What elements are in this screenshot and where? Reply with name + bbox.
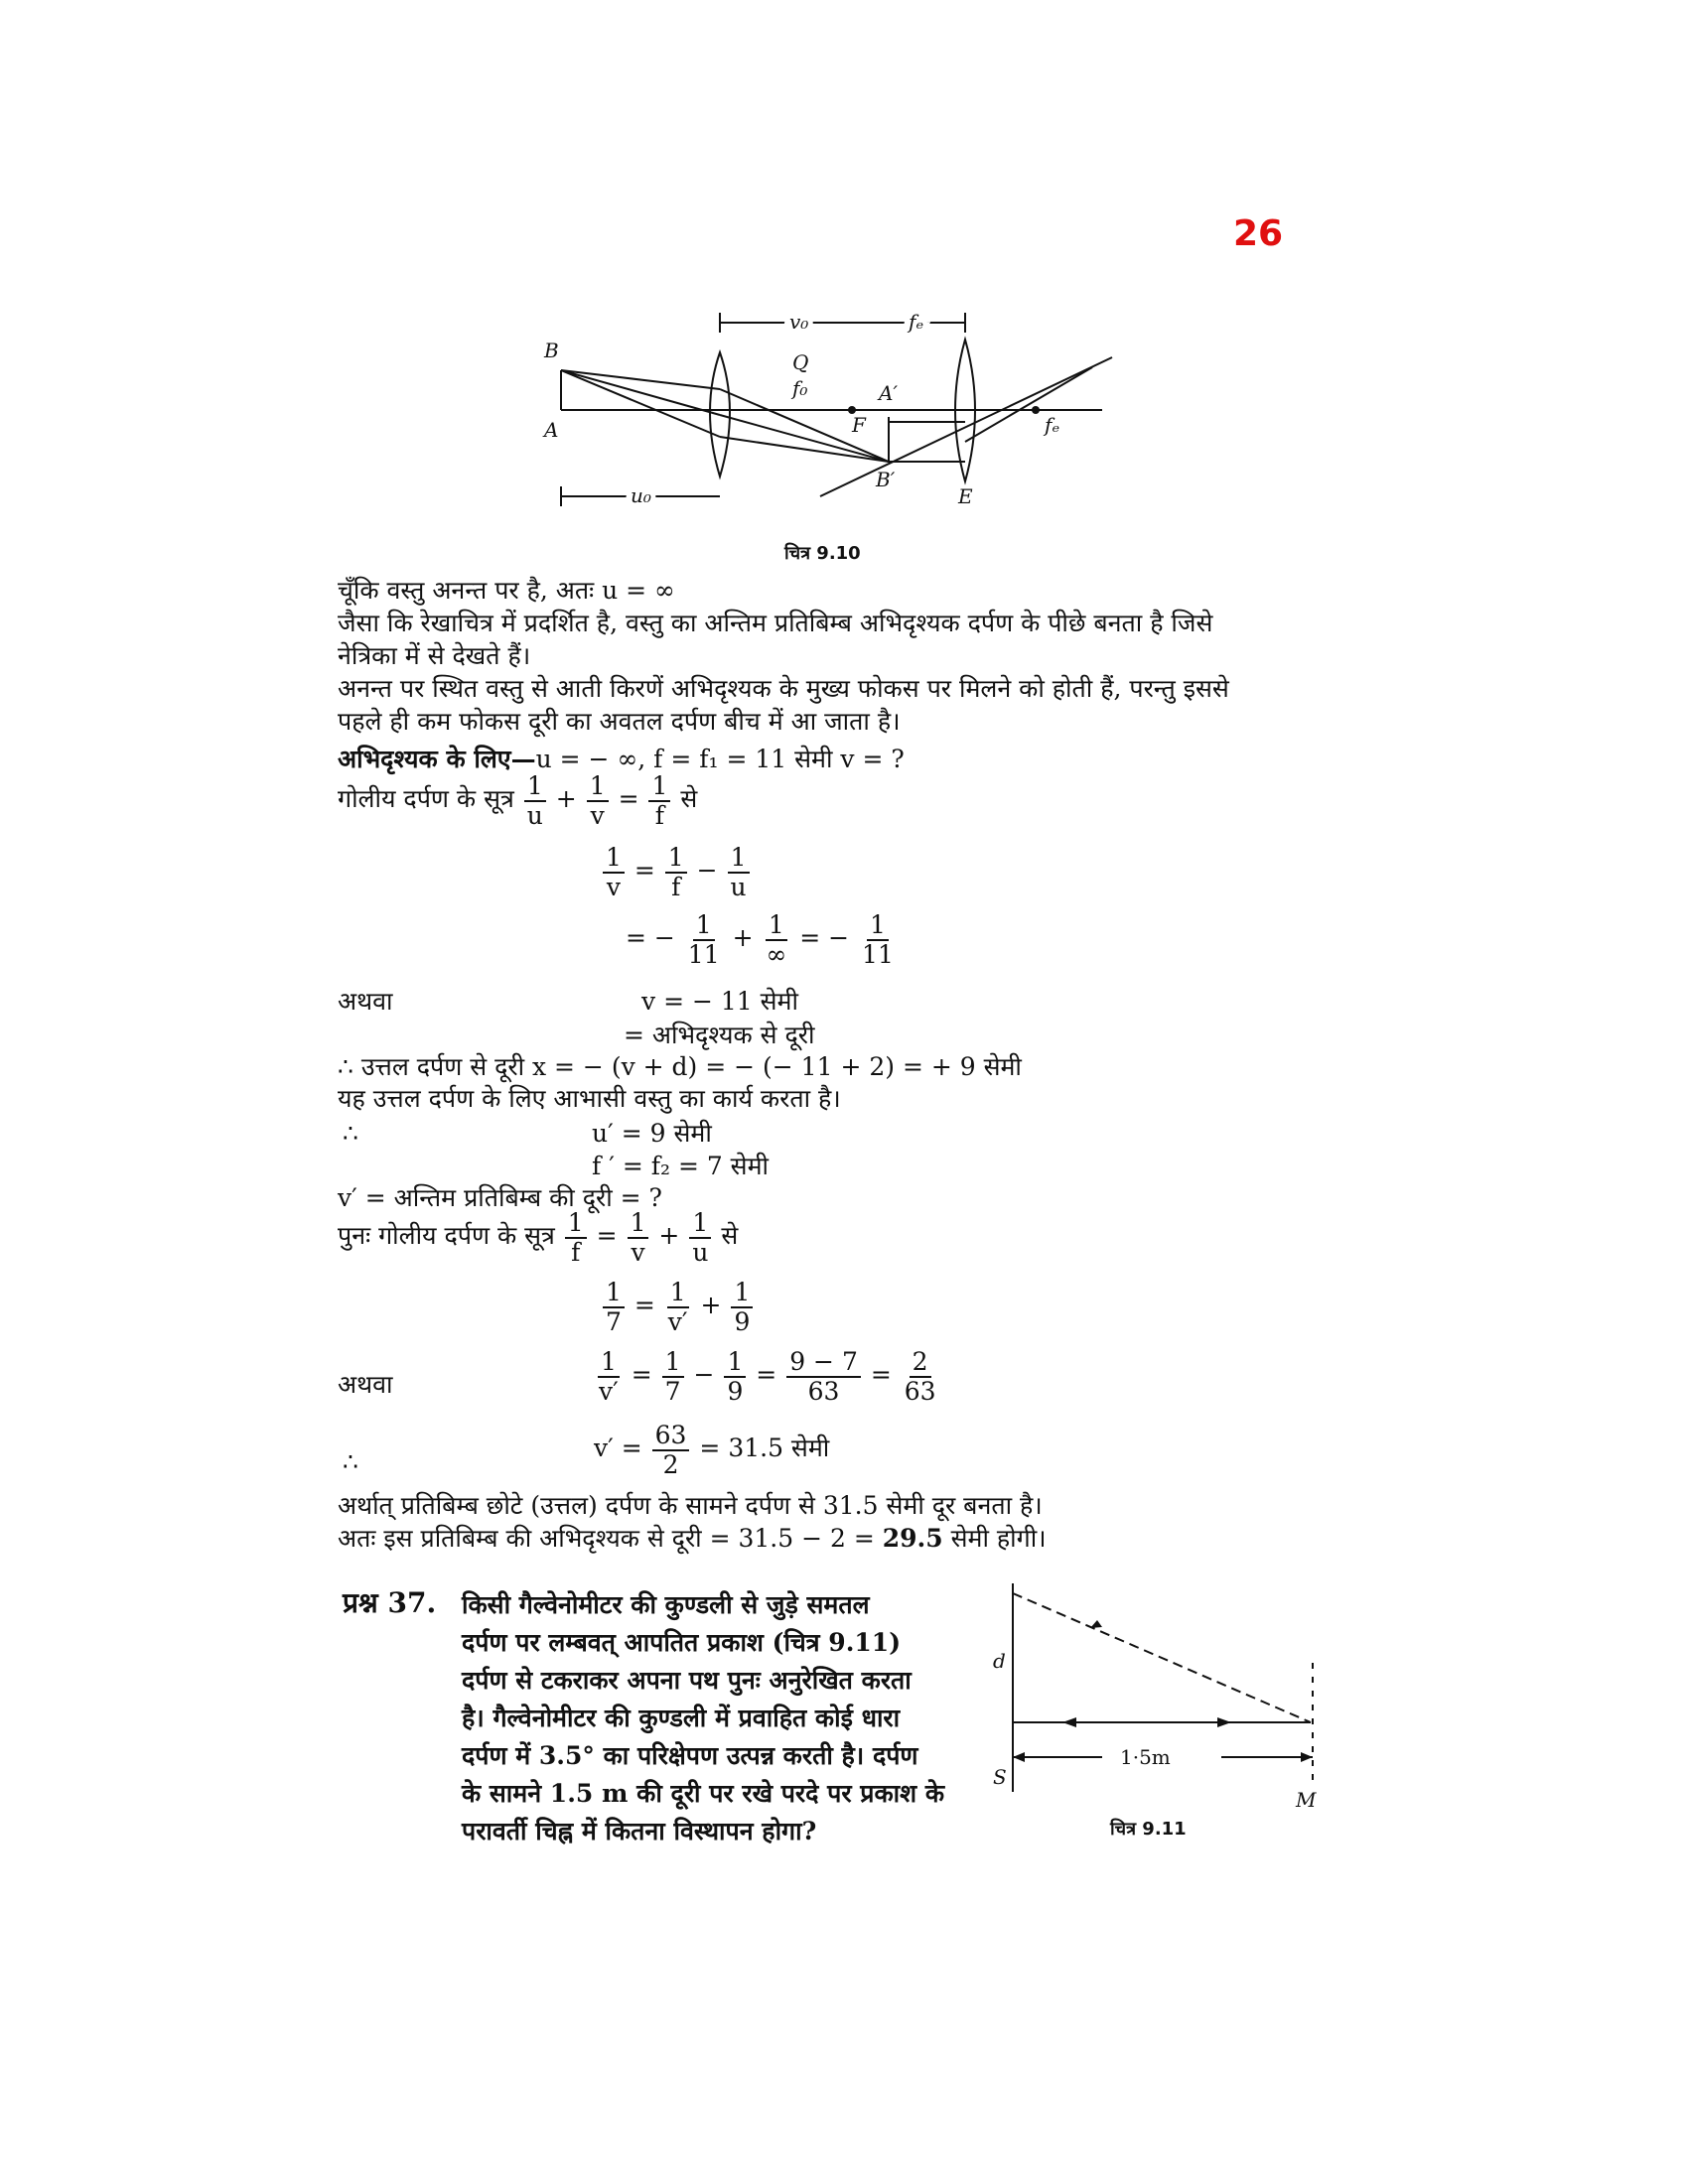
v-result: v = − 11 सेमी	[641, 987, 798, 1016]
text-line: यह उत्तल दर्पण के लिए आभासी वस्तु का कार्य करता है।	[338, 1084, 841, 1113]
v-distance: = अभिदृश्यक से दूरी	[624, 1021, 815, 1049]
label-B: B	[544, 339, 559, 362]
formula-mirror-again: पुनः गोलीय दर्पण के सूत्र $\frac{1}{f}$ = $\frac{1}{v}$ + $\frac{1}{u}$ से	[338, 1208, 739, 1267]
question-line: है। गैल्वेनोमीटर की कुण्डली में प्रवाहित कोई धारा	[462, 1704, 901, 1732]
label-u0: u₀	[631, 483, 651, 507]
text-line: नेत्रिका में से देखते हैं।	[338, 641, 531, 670]
equation-1vp: $\frac{1}{v'}$ = $\frac{1}{7}$ − $\frac{1}{9}$ = $\frac{9 - 7}{63}$ = $\frac{2}{63}$	[599, 1347, 936, 1406]
u-prime: u′ = 9 सेमी	[592, 1119, 712, 1148]
label-f0: f₀	[792, 376, 808, 400]
label-S: S	[993, 1765, 1007, 1789]
text-line: अर्थात् प्रतिबिम्ब छोटे (उत्तल) दर्पण के सामने दर्पण से 31.5 सेमी दूर बनता है।	[338, 1491, 1043, 1520]
question-label: प्रश्न 37.	[343, 1586, 437, 1619]
objective-values: u = − ∞, f = f₁ = 11 सेमी v = ?	[535, 745, 905, 773]
text-line: चूँकि वस्तु अनन्त पर है, अतः u = ∞	[338, 576, 675, 605]
label-distance: 1·5m	[1120, 1745, 1171, 1769]
text-line: v′ = अन्तिम प्रतिबिम्ब की दूरी = ?	[338, 1183, 662, 1212]
label-d: d	[993, 1649, 1006, 1673]
athva-label: अथवा	[338, 987, 393, 1016]
question-line: दर्पण में 3.5° का परिक्षेपण उत्पन्न करती है। दर्पण	[462, 1741, 918, 1770]
page-number: 26	[1233, 213, 1284, 254]
formula-intro: गोलीय दर्पण के सूत्र	[338, 784, 514, 813]
therefore-symbol: ∴	[343, 1119, 358, 1148]
text-line: अतः इस प्रतिबिम्ब की अभिदृश्यक से दूरी = 31.5 − 2 = 29.5 सेमी होगी।	[338, 1524, 1047, 1553]
text-line: ∴ उत्तल दर्पण से दूरी x = − (v + d) = − (− 11 + 2) = + 9 सेमी	[338, 1052, 1022, 1081]
label-fe-point: fₑ	[1045, 413, 1060, 437]
equation-vp-result: v′ = $\frac{63}{2}$ = 31.5 सेमी	[594, 1421, 830, 1479]
question-line: दर्पण से टकराकर अपना पथ पुनः अनुरेखित करता	[462, 1666, 912, 1695]
label-E: E	[958, 484, 973, 508]
figure-9-11	[993, 1573, 1331, 1812]
reflected-ray	[1013, 1593, 1311, 1722]
label-F: F	[852, 413, 866, 437]
label-B-prime: B′	[876, 468, 896, 491]
question-line: किसी गैल्वेनोमीटर की कुण्डली से जुड़े समतल	[462, 1590, 870, 1619]
athva-label: अथवा	[338, 1370, 393, 1399]
therefore-symbol: ∴	[343, 1447, 358, 1476]
objective-heading: अभिदृश्यक के लिए—	[338, 745, 536, 773]
label-fe: fₑ	[909, 310, 924, 334]
label-A: A	[544, 418, 559, 442]
final-answer: 29.5	[882, 1524, 943, 1553]
formula-mirror: गोलीय दर्पण के सूत्र $\frac{1}{u}$ + $\frac{1}{v}$ = $\frac{1}{f}$ से	[338, 771, 698, 830]
text-line	[338, 743, 905, 776]
figure-9-11-caption: चित्र 9.11	[1110, 1819, 1187, 1840]
figure-9-10	[536, 298, 1122, 526]
equation-1v: $\frac{1}{v}$ = $\frac{1}{f}$ − $\frac{1}{u}$	[601, 844, 752, 900]
text-line: जैसा कि रेखाचित्र में प्रदर्शित है, वस्तु का अन्तिम प्रतिबिम्ब अभिदृश्यक दर्पण के पीछे बनता है जिसे	[338, 609, 1213, 637]
label-M: M	[1296, 1788, 1317, 1812]
text-line: पहले ही कम फोकस दूरी का अवतल दर्पण बीच में आ जाता है।	[338, 707, 901, 736]
question-line: के सामने 1.5 m की दूरी पर रखे परदे पर प्रकाश के	[462, 1779, 945, 1808]
figure-9-10-caption: चित्र 9.10	[784, 543, 861, 564]
label-v0: v₀	[789, 310, 809, 334]
text-line: अनन्त पर स्थित वस्तु से आती किरणें अभिदृश्यक के मुख्य फोकस पर मिलने को होती हैं, परन्तु इससे	[338, 674, 1229, 703]
question-line: दर्पण पर लम्बवत् आपतित प्रकाश (चित्र 9.11)	[462, 1628, 902, 1657]
equation-substitute: = − $\frac{1}{11}$ + 1 ∞ = − $\frac{1}{11}$	[626, 910, 894, 969]
question-line: परावर्ती चिह्न में कितना विस्थापन होगा?	[462, 1817, 817, 1845]
f-prime: f ′ = f₂ = 7 सेमी	[592, 1152, 770, 1180]
label-Q: Q	[792, 350, 809, 374]
equation-17: $\frac{1}{7}$ = $\frac{1}{v'}$ + $\frac{1}{9}$	[601, 1279, 755, 1335]
label-A-prime: A′	[879, 381, 898, 405]
formula-intro: पुनः गोलीय दर्पण के सूत्र	[338, 1221, 555, 1250]
